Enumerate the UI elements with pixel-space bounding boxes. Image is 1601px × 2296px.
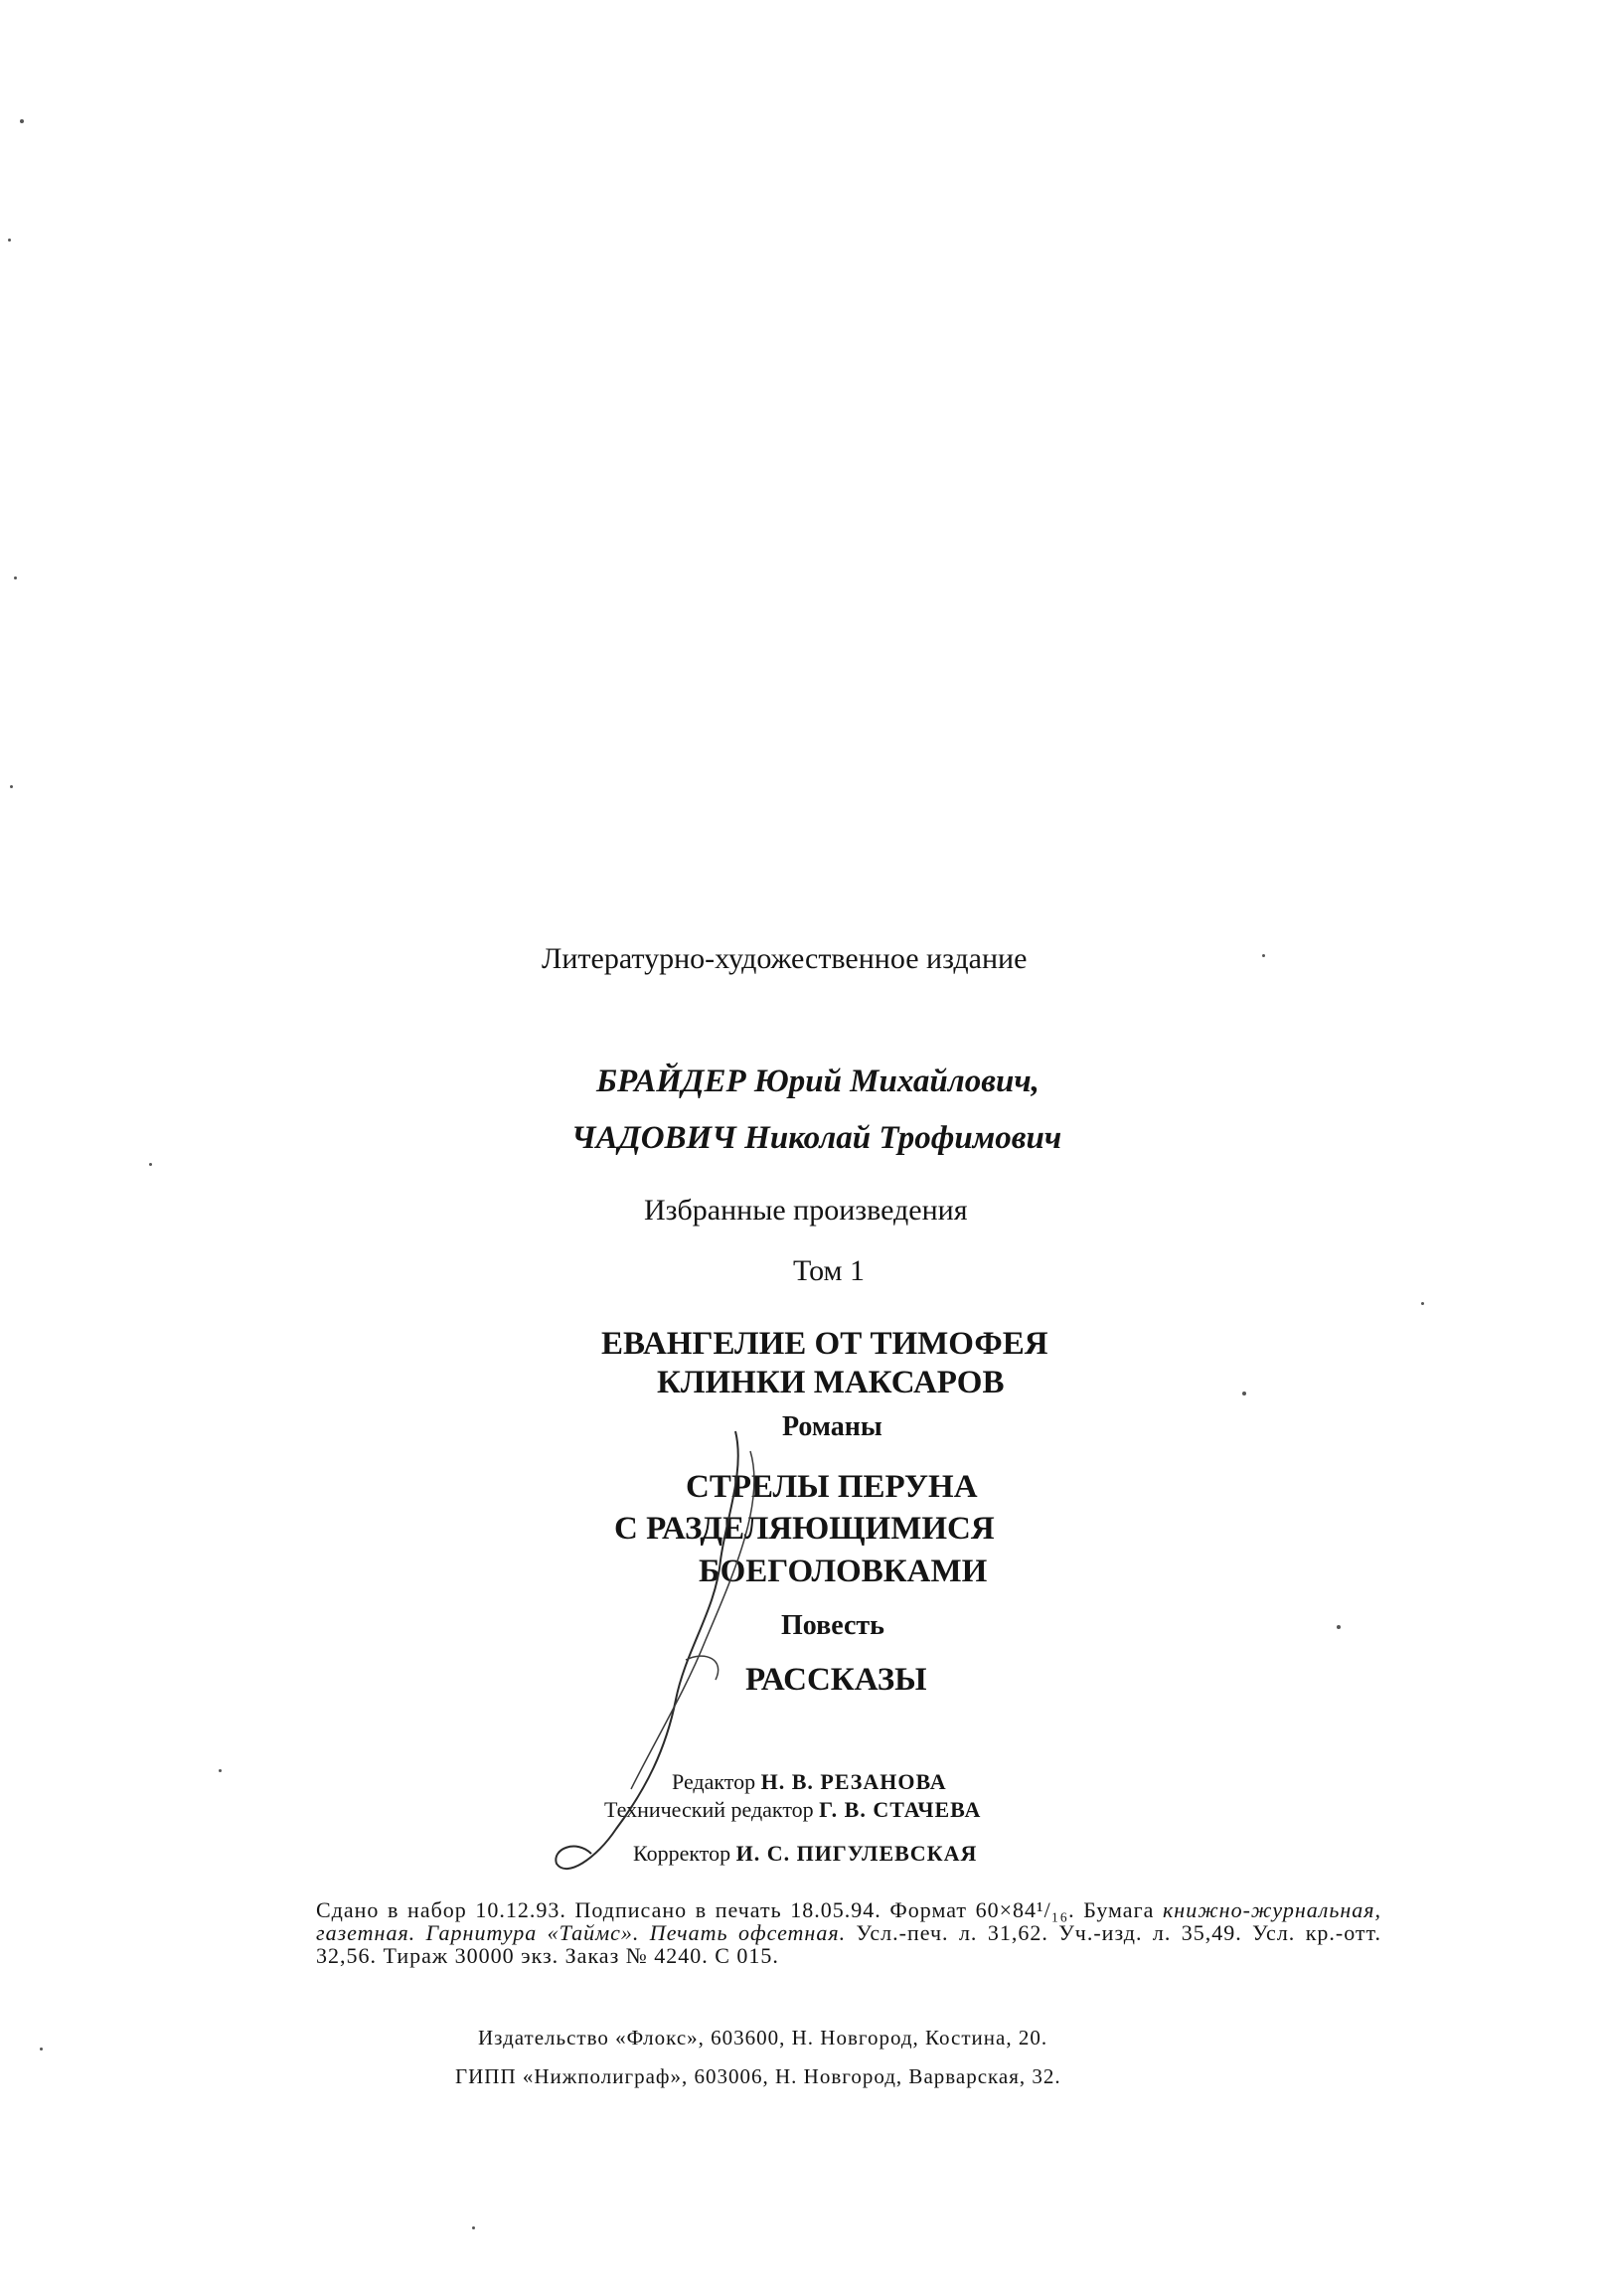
scan-speck [10,785,13,788]
author-2: ЧАДОВИЧ Николай Трофимович [571,1120,1062,1156]
imprint-part-3: Усл.-печ. л. 31,62. Уч.-изд. л. 35,49. Усл. кр.-отт. 32,56. Тираж 30000 экз. Заказ № 4240. С 015. [316,1920,1382,1968]
printer-address: ГИПП «Нижполиграф», 603006, Н. Новгород, Варварская, 32. [455,2064,1061,2088]
imprint-part-1: Сдано в набор 10.12.93. Подписано в печать 18.05.94. Формат 60×84¹/₁₆. Бумага [316,1897,1163,1922]
handwritten-signature [537,1411,775,1908]
scan-speck [14,576,17,579]
scan-speck [1242,1392,1246,1395]
publisher-address: Издательство «Флокс», 603600, Н. Новгород, Костина, 20. [478,2026,1048,2050]
scan-speck [149,1163,152,1166]
edition-type: Литературно-художественное издание [542,942,1028,975]
tech-editor-name: Г. В. СТАЧЕВА [819,1797,982,1822]
author-1: БРАЙДЕР Юрий Михайлович, [596,1064,1040,1099]
imprint-part-2: книжно-журнальная, газетная. Гарнитура «Таймс». Печать офсетная. [316,1897,1381,1945]
editor-role: Редактор [672,1769,756,1794]
scan-speck [1337,1625,1341,1629]
scan-speck [20,119,24,123]
novella-title-line-2: С РАЗДЕЛЯЮЩИМИСЯ [614,1511,995,1547]
volume-number: Том 1 [793,1254,865,1287]
scan-speck [8,239,11,242]
novel-genre: Романы [782,1411,882,1442]
novella-title-line-3: БОЕГОЛОВКАМИ [699,1554,988,1589]
tech-editor-role: Технический редактор [604,1797,814,1822]
series-title: Избранные произведения [644,1194,968,1227]
editor-name: Н. В. РЕЗАНОВА [760,1769,947,1794]
scan-speck [1421,1302,1424,1305]
stories-title: РАССКАЗЫ [745,1662,927,1698]
scan-speck [1262,954,1265,957]
scan-speck [472,2226,475,2229]
novel-title-1: ЕВАНГЕЛИЕ ОТ ТИМОФЕЯ [601,1326,1048,1362]
scan-speck [40,2048,43,2050]
proofreader-role: Корректор [633,1841,731,1866]
proofreader-name: И. С. ПИГУЛЕВСКАЯ [735,1841,978,1866]
print-imprint [316,1898,1381,1967]
novella-genre: Повесть [781,1610,884,1641]
novel-title-2: КЛИНКИ МАКСАРОВ [657,1365,1005,1400]
scan-speck [219,1769,222,1772]
novella-title-line-1: СТРЕЛЫ ПЕРУНА [686,1469,978,1505]
